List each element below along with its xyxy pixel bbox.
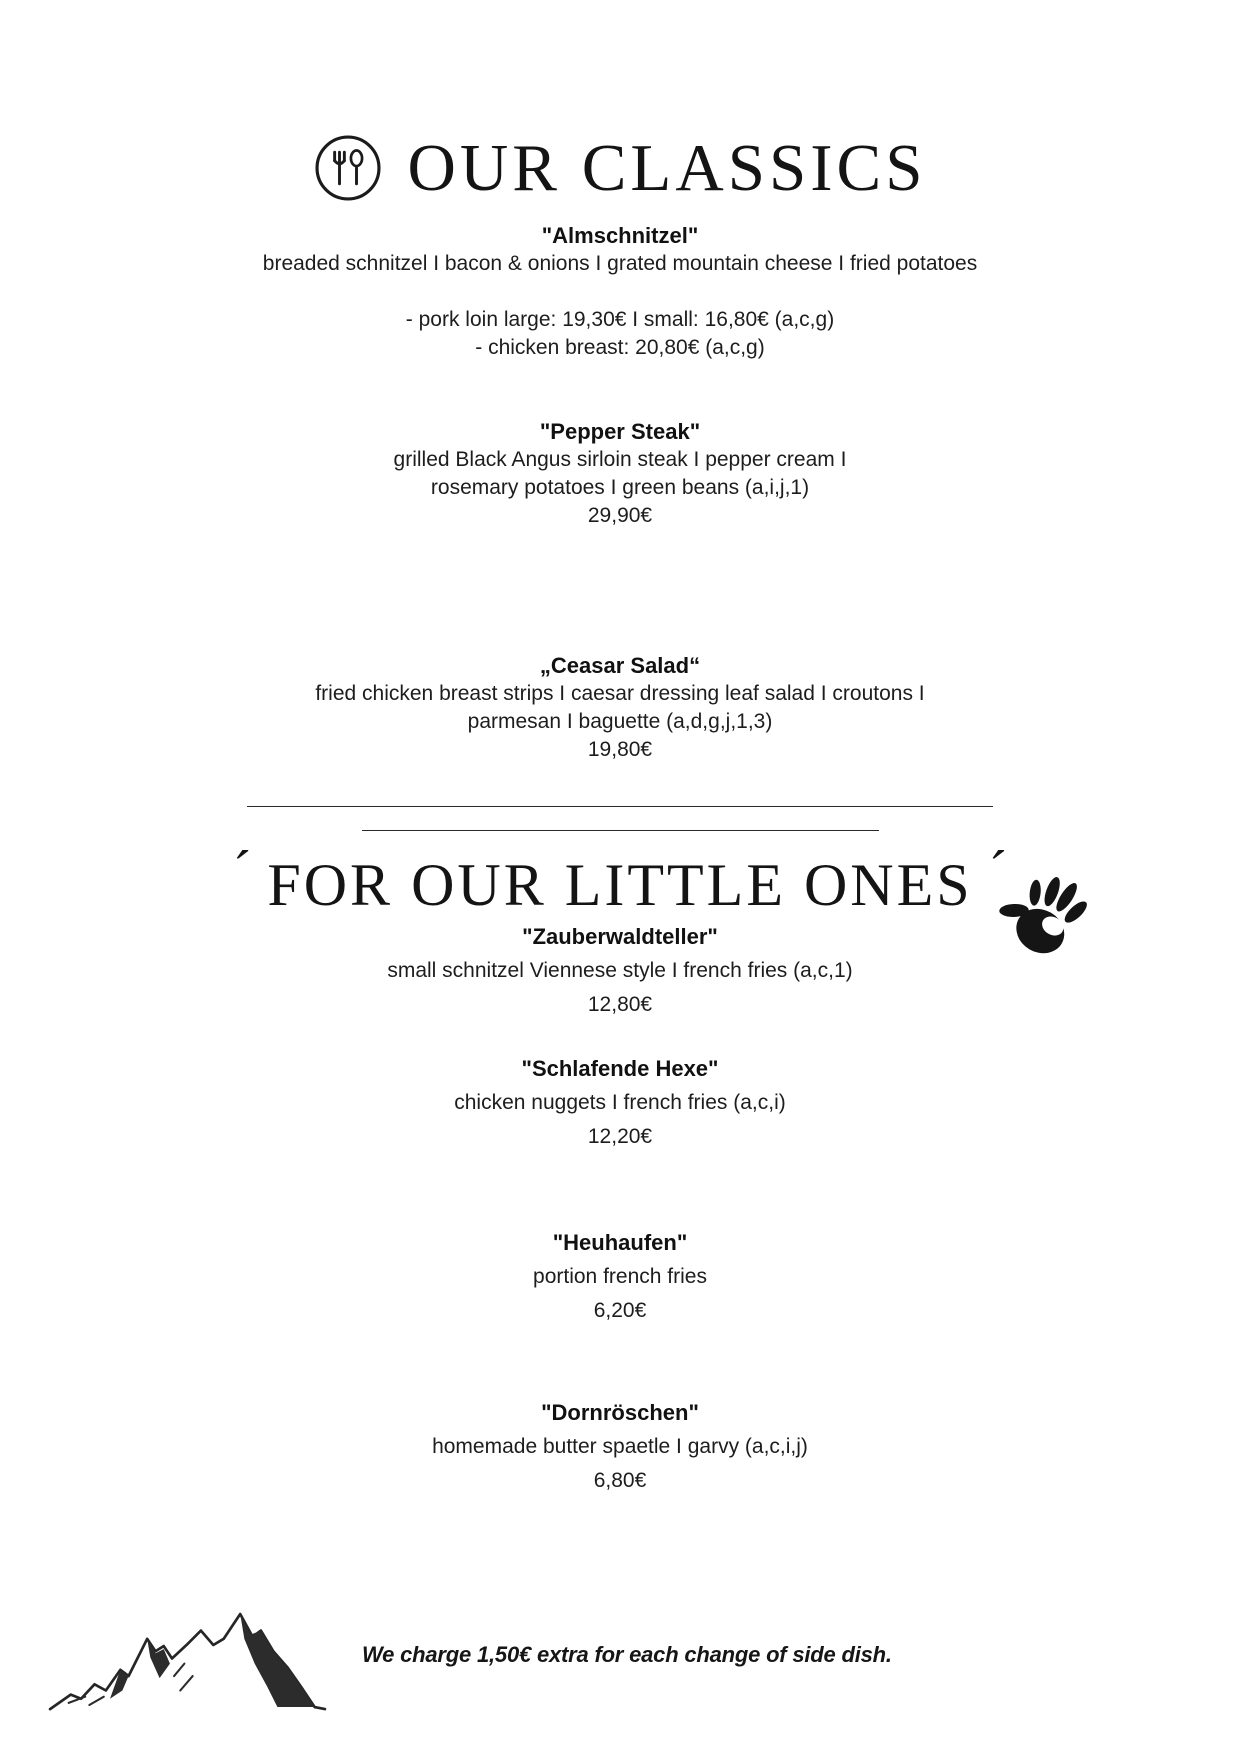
item-description: rosemary potatoes I green beans (a,i,j,1) [430, 476, 810, 499]
item-price: - pork loin large: 19,30€ I small: 16,80€ (a,c,g) [405, 308, 835, 331]
accent-mark-left: ´ [232, 840, 252, 902]
item-price: 29,90€ [587, 504, 653, 527]
little-ones-section [0, 923, 1240, 1495]
item-name: "Almschnitzel" [541, 223, 699, 248]
item-description: portion french fries [533, 1265, 707, 1288]
item-name: "Zauberwaldteller" [522, 924, 718, 949]
menu-item-ceasar-salad [0, 652, 1240, 764]
item-description: parmesan I baguette (a,d,g,j,1,3) [467, 710, 773, 733]
child-handprint-icon [986, 856, 1104, 978]
divider-line-long [247, 806, 993, 807]
item-name: "Schlafende Hexe" [521, 1056, 719, 1081]
item-name: "Heuhaufen" [552, 1230, 688, 1255]
divider-line-short [362, 830, 879, 831]
side-dish-note: We charge 1,50€ extra for each change of side dish. [362, 1642, 892, 1667]
classics-section [0, 222, 1240, 764]
item-price-block [0, 306, 1240, 362]
item-description: homemade butter spaetle I garvy (a,c,i,j) [432, 1435, 808, 1458]
menu-item-pepper-steak [0, 418, 1240, 530]
item-price: 12,80€ [587, 993, 653, 1016]
little-ones-title: FOR OUR LITTLE ONES [267, 852, 973, 918]
item-price: 6,80€ [593, 1469, 647, 1492]
classics-title: OUR CLASSICS [407, 130, 927, 205]
item-description: chicken nuggets I french fries (a,c,i) [454, 1091, 786, 1114]
mountain-range-icon [48, 1602, 358, 1717]
menu-item-dornroeschen [0, 1399, 1240, 1495]
item-price: - chicken breast: 20,80€ (a,c,g) [475, 336, 765, 359]
item-price: 19,80€ [587, 738, 653, 761]
menu-item-heuhaufen [0, 1229, 1240, 1325]
item-price: 6,20€ [593, 1299, 647, 1322]
item-description: breaded schnitzel I bacon & onions I grated mountain cheese I fried potatoes [262, 252, 978, 275]
menu-item-schlafende-hexe [0, 1055, 1240, 1151]
classics-header [0, 0, 1240, 205]
item-description: small schnitzel Viennese style I french fries (a,c,1) [387, 959, 853, 982]
item-description: fried chicken breast strips I caesar dressing leaf salad I croutons I [315, 682, 925, 705]
item-description: grilled Black Angus sirloin steak I pepper cream I [393, 448, 847, 471]
item-name: „Ceasar Salad“ [539, 653, 701, 678]
item-name: "Dornröschen" [541, 1400, 699, 1425]
item-price: 12,20€ [587, 1125, 653, 1148]
item-name: "Pepper Steak" [539, 419, 701, 444]
fork-spoon-icon [314, 134, 382, 202]
accent-mark-right: ´ [988, 840, 1008, 902]
menu-item-almschnitzel [0, 222, 1240, 362]
